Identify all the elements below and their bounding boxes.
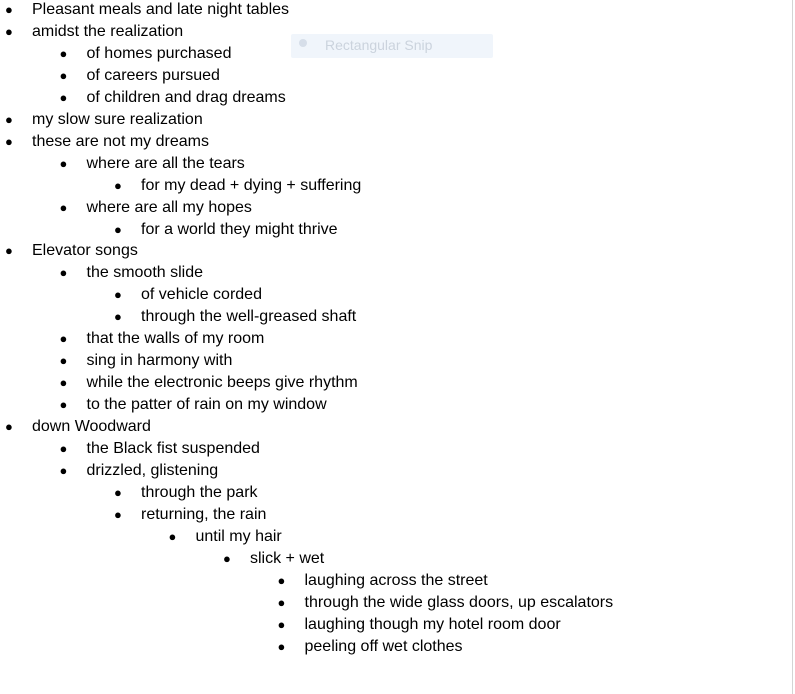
bullet-icon: ●	[59, 67, 68, 83]
list-item-text: of vehicle corded	[141, 286, 262, 304]
bullet-icon: ●	[5, 243, 13, 259]
circle-icon	[299, 39, 307, 47]
bullet-icon: ●	[114, 287, 122, 303]
bullet-icon: ●	[223, 550, 231, 566]
rectangular-snip-overlay	[291, 34, 493, 58]
list-item-text: for my dead + dying + suffering	[141, 176, 362, 194]
bullet-icon: ●	[114, 177, 122, 193]
list-item-text: where are all the tears	[86, 154, 245, 172]
bullet-icon: ●	[59, 199, 68, 215]
list-item-text: through the wide glass doors, up escalators	[304, 593, 614, 611]
bullet-icon: ●	[277, 594, 286, 610]
list-item-text: for a world they might thrive	[141, 220, 338, 238]
bullet-icon: ●	[59, 45, 68, 61]
list-item-text: drizzled, glistening	[86, 461, 219, 479]
bullet-icon: ●	[277, 572, 286, 588]
bullet-icon: ●	[5, 111, 13, 127]
bullet-icon: ●	[59, 155, 68, 171]
bullet-icon: ●	[59, 441, 68, 456]
list-item-text: returning, the rain	[141, 505, 267, 523]
bullet-icon: ●	[114, 309, 122, 325]
list-item-text: where are all my hopes	[86, 198, 252, 216]
bullet-icon: ●	[5, 23, 13, 39]
list-item-text: to the patter of rain on my window	[86, 396, 327, 414]
list-item-text: slick + wet	[250, 549, 325, 567]
list-item-text: laughing though my hotel room door	[304, 615, 561, 633]
list-item-text: until my hair	[195, 527, 282, 545]
bullet-icon: ●	[59, 375, 68, 391]
bullet-icon: ●	[59, 265, 68, 281]
list-item-text: through the park	[141, 483, 258, 501]
list-item-text: my slow sure realization	[32, 110, 203, 128]
list-item-text: Pleasant meals and late night tables	[32, 1, 290, 18]
list-item-text: peeling off wet clothes	[304, 637, 463, 655]
bullet-icon: ●	[5, 419, 13, 435]
bullet-icon: ●	[114, 506, 122, 522]
list-item-text: of careers pursued	[86, 66, 220, 84]
list-item-text: while the electronic beeps give rhythm	[86, 374, 358, 392]
list-item-text: these are not my dreams	[32, 132, 209, 150]
list-item-text: laughing across the street	[304, 571, 488, 589]
bullet-icon: ●	[59, 353, 68, 369]
list-item-text: sing in harmony with	[86, 352, 233, 370]
list-item-text: of homes purchased	[86, 44, 232, 62]
bullet-icon: ●	[277, 616, 286, 632]
snip-label: Rectangular Snip	[325, 37, 433, 53]
bullet-icon: ●	[114, 484, 122, 500]
bullet-icon: ●	[59, 331, 68, 347]
list-item-text: down Woodward	[32, 418, 151, 436]
list-item-text: amidst the realization	[32, 22, 184, 40]
bullet-icon: ●	[168, 528, 177, 544]
page-right-edge	[792, 0, 793, 694]
bullet-icon: ●	[59, 397, 68, 413]
bullet-icon: ●	[5, 2, 13, 17]
list-item-text: that the walls of my room	[86, 330, 265, 348]
list-item-text: the smooth slide	[86, 264, 204, 282]
list-item-text: the Black fist suspended	[86, 440, 260, 457]
bullet-icon: ●	[277, 638, 286, 654]
list-item-text: Elevator songs	[32, 242, 138, 260]
list-item-text: of children and drag dreams	[86, 88, 286, 106]
bullet-icon: ●	[114, 221, 122, 237]
bullet-icon: ●	[5, 133, 13, 149]
bullet-icon: ●	[59, 89, 68, 105]
list-item-text: through the well-greased shaft	[141, 308, 357, 326]
bullet-icon: ●	[59, 462, 68, 478]
